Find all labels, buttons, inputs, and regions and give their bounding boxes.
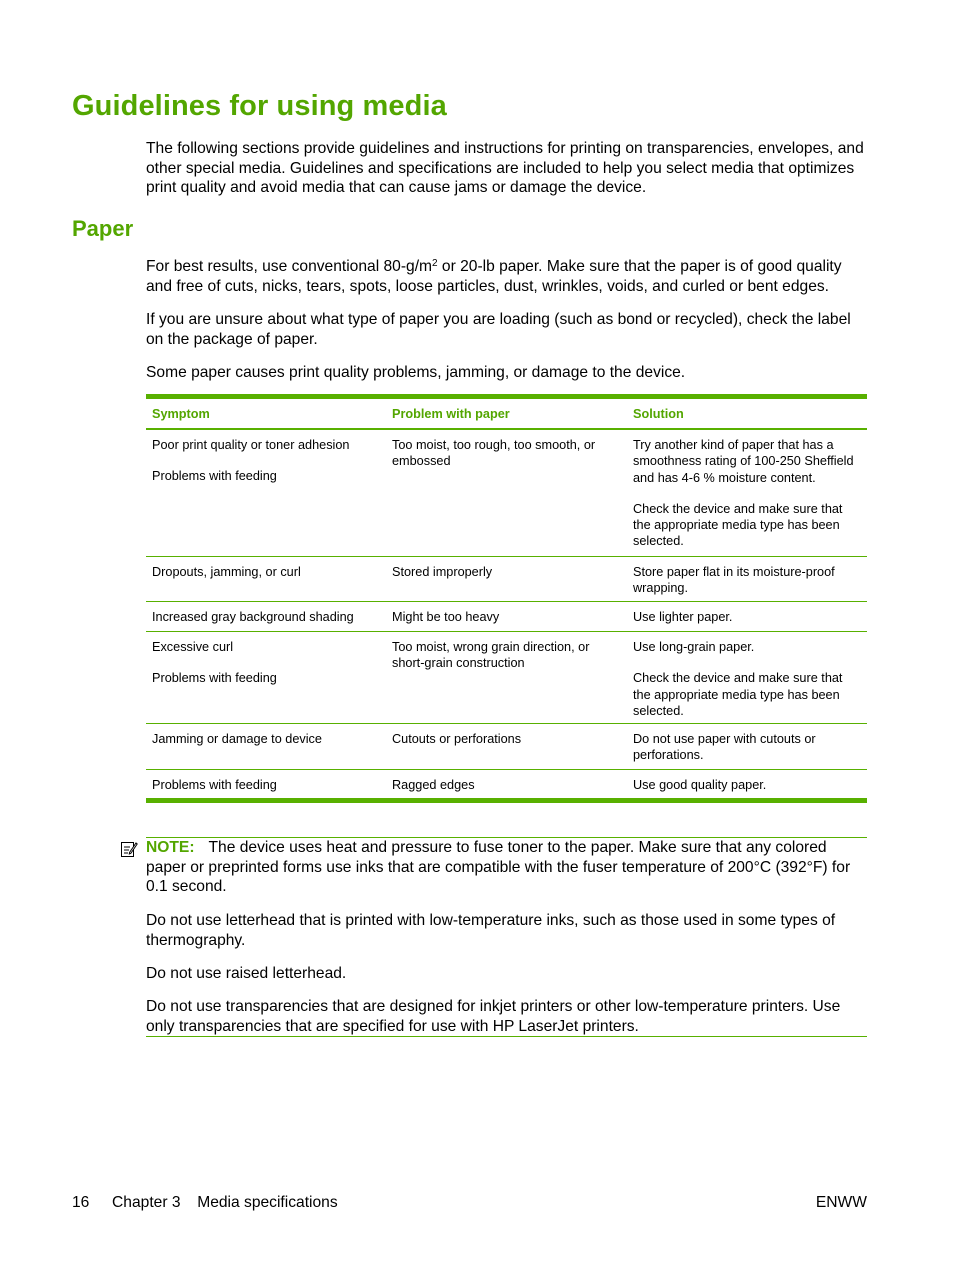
- table-row: [146, 557, 867, 602]
- note-paragraph-4: Do not use transparencies that are designed for inkjet printers or other low-temperature printers. Use only transparencies that are specified for use with HP LaserJet printers.: [146, 998, 841, 1035]
- solution-cell: [627, 557, 867, 601]
- cell-text: Use long-grain paper.: [633, 640, 755, 654]
- column-header-symptom: Symptom: [152, 407, 210, 421]
- cell-text: Use lighter paper.: [633, 610, 733, 624]
- chapter-label: Chapter 3: [112, 1194, 181, 1211]
- column-header-solution: Solution: [633, 407, 684, 421]
- solution-cell: [627, 724, 867, 769]
- symptom-cell: [146, 770, 386, 798]
- cell-text: Increased gray background shading: [152, 610, 354, 624]
- paper-paragraph-1: [146, 257, 870, 296]
- cell-text: Check the device and make sure that the appropriate media type has been selected.: [633, 671, 843, 718]
- cell-text: Excessive curl: [152, 640, 234, 654]
- symptom-cell: [146, 724, 386, 769]
- problem-cell: [386, 724, 627, 769]
- superscript-2: 2: [432, 258, 438, 269]
- note-paragraph: [146, 838, 870, 897]
- paper-paragraph-3: Some paper causes print quality problems, jamming, or damage to the device.: [146, 364, 686, 381]
- paper-paragraph-2: If you are unsure about what type of paper you are loading (such as bond or recycled), check the label on the package of paper.: [146, 311, 851, 348]
- table-header-row: [146, 399, 867, 430]
- table-row: [146, 430, 867, 557]
- chapter-title: Media specifications: [197, 1194, 338, 1211]
- table-row: [146, 602, 867, 632]
- cell-text: Try another kind of paper that has a smoothness rating of 100-250 Sheffield and has 4-6 % moisture content.: [633, 438, 854, 485]
- solution-cell: [627, 430, 867, 556]
- paper-problems-table: [146, 394, 867, 803]
- problem-cell: [386, 632, 627, 723]
- column-header-problem: Problem with paper: [392, 407, 510, 421]
- note-pencil-icon: [120, 840, 138, 858]
- cell-text: Use good quality paper.: [633, 778, 767, 792]
- paper-paragraph-1-text-a: For best results, use conventional 80-g/m: [146, 258, 433, 275]
- problem-cell: [386, 770, 627, 798]
- note-paragraph-3: Do not use raised letterhead.: [146, 965, 347, 982]
- table-row: [146, 632, 867, 724]
- cell-text: Check the device and make sure that the appropriate media type has been selected.: [633, 501, 843, 549]
- note-text: The device uses heat and pressure to fuse toner to the paper. Make sure that any colored paper or preprinted forms use inks that are compatible with the fuser temperature of 200°C (392°F) for 0.1 second.: [146, 839, 851, 895]
- table-row: [146, 770, 867, 798]
- cell-text: Too moist, too rough, too smooth, or embossed: [392, 438, 596, 469]
- symptom-cell: [146, 557, 386, 601]
- symptom-cell: [146, 602, 386, 631]
- cell-text: Problems with feeding: [152, 469, 277, 484]
- footer-left: [72, 1193, 338, 1212]
- note-label: NOTE:: [146, 839, 195, 856]
- cell-text: Might be too heavy: [392, 610, 500, 624]
- symptom-cell: [146, 430, 386, 556]
- cell-text: Problems with feeding: [152, 671, 277, 686]
- cell-text: Problems with feeding: [152, 778, 277, 792]
- cell-text: Do not use paper with cutouts or perforations.: [633, 732, 816, 763]
- symptom-cell: [146, 632, 386, 723]
- problem-cell: [386, 602, 627, 631]
- solution-cell: [627, 602, 867, 631]
- section-title-paper: Paper: [72, 216, 134, 241]
- table-row: [146, 724, 867, 770]
- cell-text: Dropouts, jamming, or curl: [152, 565, 301, 579]
- solution-cell: [627, 632, 867, 723]
- footer-right: ENWW: [815, 1194, 867, 1211]
- page-title: Guidelines for using media: [72, 90, 447, 122]
- note-paragraph-2: Do not use letterhead that is printed with low-temperature inks, such as those used in some types of thermography.: [146, 912, 836, 949]
- cell-text: Poor print quality or toner adhesion: [152, 438, 350, 452]
- cell-text: Too moist, wrong grain direction, or short-grain construction: [392, 640, 590, 671]
- problem-cell: [386, 557, 627, 601]
- cell-text: Stored improperly: [392, 565, 493, 579]
- solution-cell: [627, 770, 867, 798]
- cell-text: Cutouts or perforations: [392, 732, 522, 746]
- page-number: 16: [72, 1194, 90, 1211]
- cell-text: Store paper flat in its moisture-proof wrapping.: [633, 565, 835, 596]
- intro-paragraph: The following sections provide guidelines and instructions for printing on transparencies, envelopes, and other special media. Guidelines and specifications are included to help you select media that optimizes print quality and avoid media that can cause jams or damage the device.: [146, 140, 864, 196]
- problem-cell: [386, 430, 627, 556]
- paper-paragraph-1-text-b: or 20-lb paper. Make sure that the paper is of good quality and free of cuts, nicks, tears, spots, loose particles, dust, wrinkles, voids, and curled or bent edges.: [146, 258, 842, 295]
- cell-text: Ragged edges: [392, 778, 475, 792]
- note-bottom-rule: [146, 1036, 867, 1037]
- cell-text: Jamming or damage to device: [152, 732, 322, 746]
